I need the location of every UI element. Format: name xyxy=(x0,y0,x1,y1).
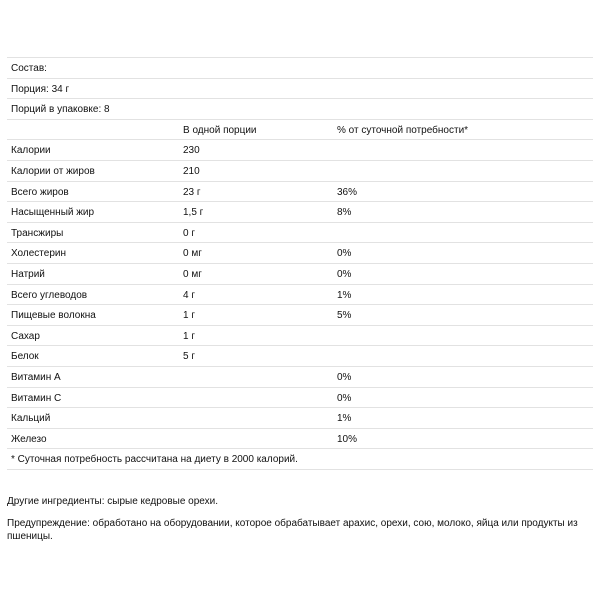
nutrient-name: Натрий xyxy=(11,268,45,280)
nutrient-amount: 4 г xyxy=(183,289,195,301)
nutrient-name: Сахар xyxy=(11,330,40,342)
serving-size: Порция: 34 г xyxy=(11,83,70,95)
nutrient-daily-value: 10% xyxy=(337,433,358,445)
nutrient-name: Трансжиры xyxy=(11,227,64,239)
nutrient-name: Витамин С xyxy=(11,392,62,404)
nutrient-row xyxy=(7,202,593,223)
nutrient-row xyxy=(7,408,593,429)
nutrient-name: Витамин А xyxy=(11,371,61,383)
nutrient-daily-value: 0% xyxy=(337,392,352,404)
nutrient-row xyxy=(7,140,593,161)
nutrient-amount: 0 мг xyxy=(183,268,202,280)
nutrient-name: Железо xyxy=(11,433,47,445)
nutrient-daily-value: 0% xyxy=(337,248,352,260)
nutrient-row xyxy=(7,264,593,285)
other-ingredients: Другие ингредиенты: сырые кедровые орехи. xyxy=(7,496,219,507)
nutrient-daily-value: 0% xyxy=(337,268,352,280)
nutrient-daily-value: 8% xyxy=(337,207,352,219)
nutrient-amount: 5 г xyxy=(183,351,195,363)
nutrient-amount: 230 xyxy=(183,145,200,157)
nutrient-daily-value: 5% xyxy=(337,310,352,322)
nutrient-name: Калории xyxy=(11,145,51,157)
nutrient-row xyxy=(7,388,593,409)
nutrient-amount: 210 xyxy=(183,165,200,177)
nutrient-name: Всего жиров xyxy=(11,186,69,198)
nutrient-name: Холестерин xyxy=(11,248,66,260)
nutrient-daily-value: 1% xyxy=(337,413,352,425)
nutrient-row xyxy=(7,429,593,450)
nutrient-row xyxy=(7,326,593,347)
nutrient-amount: 23 г xyxy=(183,186,201,198)
footnote-row xyxy=(7,449,593,470)
nutrient-amount: 1 г xyxy=(183,310,195,322)
nutrient-name: Белок xyxy=(11,351,39,363)
nutrient-row xyxy=(7,305,593,326)
nutrient-daily-value: 0% xyxy=(337,371,352,383)
allergen-warning: Предупреждение: обработано на оборудовании, которое обрабатывает арахис, орехи, сою, молоко, яйца или продукты из пшеницы. xyxy=(7,518,578,542)
nutrient-daily-value: 36% xyxy=(337,186,358,198)
nutrient-row xyxy=(7,367,593,388)
nutrient-amount: 0 мг xyxy=(183,248,202,260)
nutrient-name: Калории от жиров xyxy=(11,165,95,177)
serving-size-row xyxy=(7,79,593,100)
nutrient-row xyxy=(7,285,593,306)
column-header-per-serving: В одной порции xyxy=(183,124,257,136)
nutrient-daily-value: 1% xyxy=(337,289,352,301)
nutrition-table xyxy=(7,57,593,470)
nutrient-row xyxy=(7,223,593,244)
composition-label: Состав: xyxy=(11,63,47,74)
composition-row xyxy=(7,58,593,79)
nutrient-row xyxy=(7,346,593,367)
nutrient-name: Насыщенный жир xyxy=(11,207,95,219)
nutrient-amount: 0 г xyxy=(183,227,195,239)
nutrient-row xyxy=(7,182,593,203)
nutrient-row xyxy=(7,161,593,182)
servings-per-package-row xyxy=(7,99,593,120)
nutrient-amount: 1 г xyxy=(183,330,195,342)
column-header-daily-value: % от суточной потребности* xyxy=(337,124,469,136)
nutrient-name: Всего углеводов xyxy=(11,289,88,301)
servings-per-package: Порций в упаковке: 8 xyxy=(11,104,110,116)
nutrient-name: Кальций xyxy=(11,413,51,425)
footnote: * Суточная потребность рассчитана на диету в 2000 калорий. xyxy=(11,454,298,466)
nutrient-row xyxy=(7,243,593,264)
column-header-row xyxy=(7,120,593,141)
nutrient-name: Пищевые волокна xyxy=(11,310,96,322)
nutrient-amount: 1,5 г xyxy=(183,207,204,219)
